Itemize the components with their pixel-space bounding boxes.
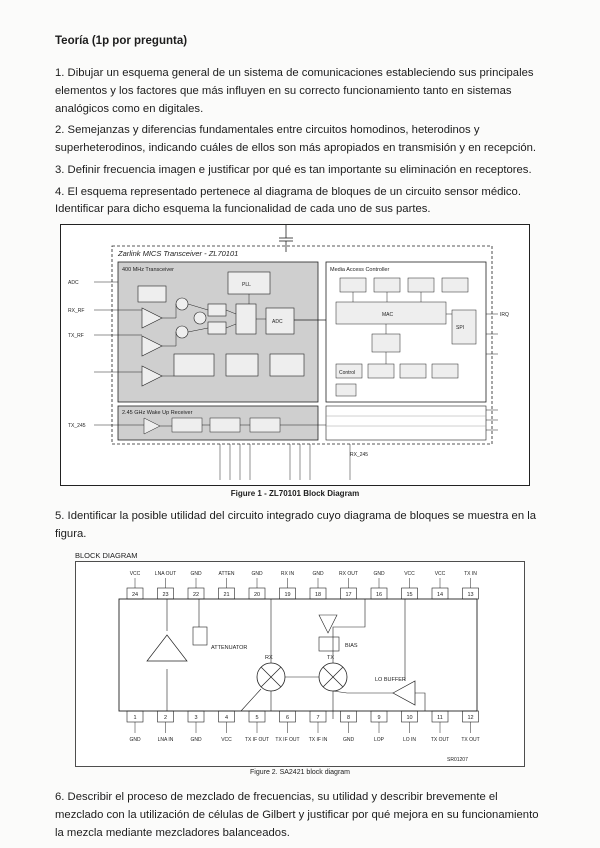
question-6-line-3: la mezcla mediante mezcladores balanceados. — [55, 827, 290, 839]
figure-2-top-pin-label: GND — [312, 571, 324, 577]
figure-2-bottom-pin-number: 3 — [194, 715, 198, 721]
figure-2-bottom-pin-number: 7 — [316, 715, 320, 721]
figure-1-tx-245-pin: TX_245 — [68, 423, 86, 429]
question-6-line-1: 6. Describir el proceso de mezclado de frecuencias, su utilidad y describir brevemente el — [55, 791, 498, 803]
figure-1-block-diagram — [60, 224, 530, 486]
figure-2-bottom-pin-number: 9 — [377, 715, 381, 721]
svg-text:ADC: ADC — [68, 280, 79, 286]
figure-2-bottom-pin-number: 4 — [224, 715, 229, 721]
figure-2-top-pin-number: 23 — [162, 592, 169, 598]
figure-2-bottom-pin-label: LO IN — [402, 737, 417, 743]
figure-2-bottom-pin-label: GND — [342, 737, 355, 743]
figure-2-top-pin-number: 13 — [467, 592, 474, 598]
figure-2-top-pin-label: GND — [251, 571, 263, 577]
figure-2-top-pin-number: 24 — [131, 592, 139, 598]
figure-2-top-pin-number: 19 — [284, 592, 291, 598]
figure-2-top-pin-number: 18 — [314, 592, 322, 598]
figure-2-top-pin-number: 14 — [436, 592, 444, 598]
figure-2-bottom-pin-label: GND — [190, 737, 202, 743]
figure-2-bottom-pin-number: 8 — [346, 715, 351, 721]
figure-1-wake-block-label: 2.45 GHz Wake Up Receiver — [122, 410, 193, 416]
figure-2-top-pin-label: VCC — [434, 571, 446, 577]
question-2-line-1: 2. Semejanzas y diferencias fundamentales entre circuitos homodinos, heterodinos y — [55, 124, 480, 136]
figure-2-top-pin-number: 17 — [345, 592, 352, 598]
figure-1-spi-label: SPI — [456, 325, 465, 331]
question-1-line-3: analógicos como en digitales. — [55, 103, 204, 115]
figure-2-bottom-pin-label: TX OUT — [461, 737, 480, 743]
figure-2-bottom-pin-number: 10 — [406, 715, 413, 721]
figure-1-tx-rf-pin: TX_RF — [68, 333, 84, 339]
figure-2-bias-label: BIAS — [345, 643, 358, 649]
figure-2-top-pin-number: 22 — [192, 592, 200, 598]
figure-1-pll-label: PLL — [242, 282, 251, 288]
figure-2-top-pin-label: LNA OUT — [154, 571, 177, 577]
figure-2-bottom-pin-number: 11 — [437, 715, 443, 721]
figure-2-top-pin-label: ATTEN — [218, 571, 235, 577]
figure-2-buffer-label: LO BUFFER — [375, 677, 406, 683]
figure-2-top-pin-label: VCC — [404, 571, 415, 577]
figure-2-bottom-pin-label: GND — [129, 737, 141, 743]
figure-2-bottom-pin-number: 6 — [285, 715, 290, 721]
figure-1-rx-block-label: 400 MHz Transceiver — [122, 267, 174, 273]
question-1-line-2: elementos y los factores que más influyen en su correcto funcionamiento tanto en sistemas — [55, 85, 512, 97]
figure-2-title: BLOCK DIAGRAM — [75, 551, 138, 560]
figure-2-bottom-pin-label: TX IF IN — [308, 737, 328, 743]
figure-2-block-diagram — [75, 561, 525, 767]
figure-2-attenuator-label: ATTENUATOR — [211, 645, 248, 651]
figure-1-title: Zarlink MICS Transceiver - ZL70101 — [118, 249, 239, 258]
figure-2-top-pin-label: RX OUT — [339, 571, 358, 577]
figure-2-tx-label: TX — [327, 655, 335, 661]
figure-1-rx-245-pin: RX_245 — [350, 452, 369, 458]
figure-1-mac-label: MAC — [382, 312, 394, 318]
figure-2-bottom-pin-label: LNA IN — [157, 737, 174, 743]
figure-1-mac-block-label: Media Access Controller — [330, 267, 390, 273]
figure-2-top-pin-label: GND — [190, 571, 202, 577]
figure-2-bottom-pin-label: VCC — [221, 737, 232, 743]
question-6-line-2: mezclado con la utilización de células de Gilbert y justificar por qué mejora en su funcionamiento — [55, 809, 539, 821]
question-4-line-2: Identificar para dicho esquema la funcionalidad de cada uno de sus partes. — [55, 203, 431, 215]
figure-2-bottom-pin-label: LOP — [373, 737, 385, 743]
figure-2-bottom-pin-number: 5 — [255, 715, 259, 721]
figure-2-top-pin-label: TX IN — [464, 571, 477, 577]
figure-2-top-pin-label: GND — [373, 571, 385, 577]
figure-2-code: SR01207 — [447, 757, 468, 763]
figure-2-caption: Figure 2. SA2421 block diagram — [250, 769, 350, 776]
figure-2-bottom-pin-label: TX OUT — [430, 737, 450, 743]
figure-1-irq-pin: IRQ — [500, 312, 509, 318]
figure-2-top-pin-number: 15 — [406, 592, 413, 598]
figure-2-top-pin-number: 16 — [375, 592, 383, 598]
question-5-line-1: 5. Identificar la posible utilidad del circuito integrado cuyo diagrama de bloques se muestra en la — [55, 510, 537, 522]
figure-2-bottom-pin-number: 12 — [467, 715, 474, 721]
figure-2-rx-label: RX — [265, 655, 273, 661]
question-2-line-2: superheterodinos, indicando cuáles de ellos son más apropiados en transmisión y en recepción. — [55, 142, 537, 154]
figure-1-control-label: Control — [339, 370, 356, 376]
figure-2-bottom-pin-label: TX IF OUT — [244, 737, 270, 743]
figure-1-rx-rf-pin: RX_RF — [68, 308, 85, 314]
question-4-line-1: 4. El esquema representado pertenece al diagrama de bloques de un circuito sensor médico. — [55, 186, 521, 198]
question-5-line-2: figura. — [55, 528, 87, 540]
figure-2-top-pin-label: VCC — [129, 571, 141, 577]
figure-2-bottom-pin-number: 1 — [133, 715, 137, 721]
page-heading: Teoría (1p por pregunta) — [55, 35, 188, 47]
figure-2-bottom-pin-label: TX IF OUT — [275, 737, 300, 743]
figure-1-caption: Figure 1 - ZL70101 Block Diagram — [230, 489, 360, 498]
question-3-line-1: 3. Definir frecuencia imagen e justificar por qué es tan importante su eliminación en receptores. — [55, 164, 532, 176]
figure-1-adc-label: ADC — [272, 319, 283, 325]
figure-2-bottom-pin-number: 2 — [163, 715, 168, 721]
figure-2-top-pin-number: 20 — [253, 592, 261, 598]
figure-2-top-pin-number: 21 — [223, 592, 230, 598]
figure-2-top-pin-label: RX IN — [280, 571, 295, 577]
question-1-line-1: 1. Dibujar un esquema general de un sistema de comunicaciones estableciendo sus principales — [55, 67, 534, 79]
